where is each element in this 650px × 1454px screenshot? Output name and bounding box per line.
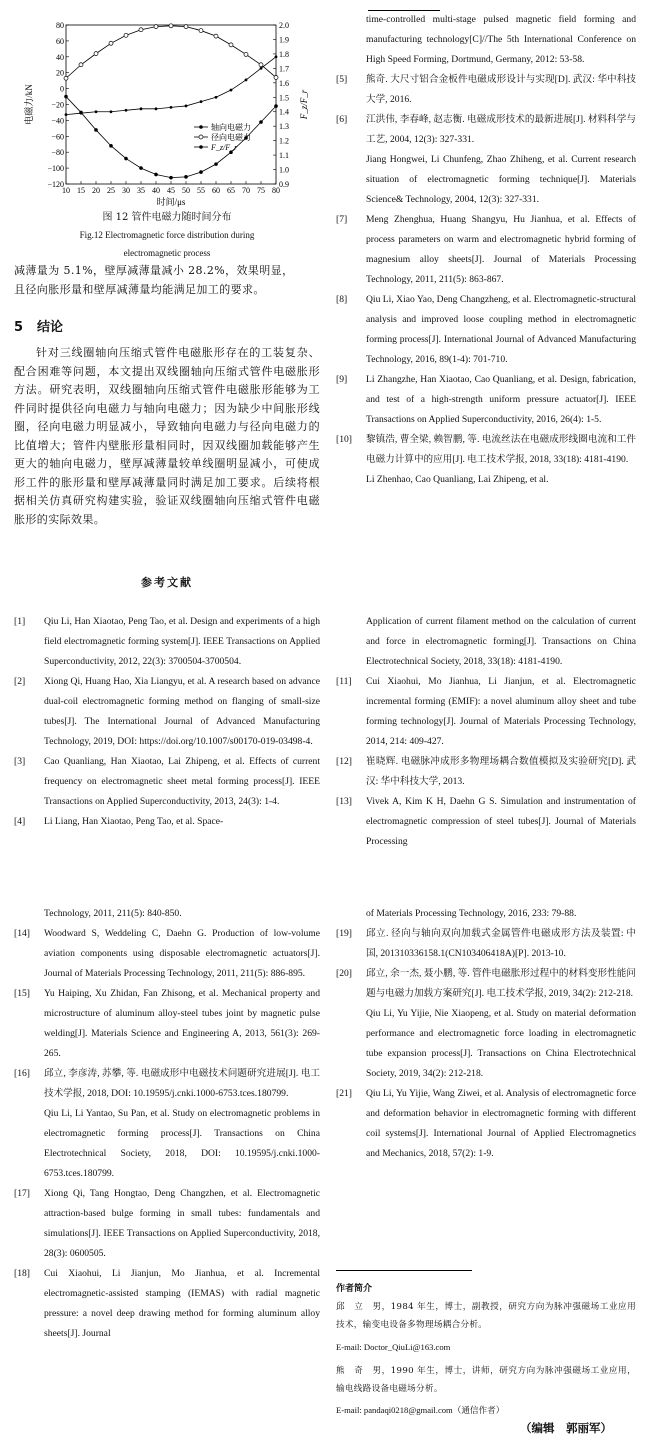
reference-number: [7] — [336, 214, 348, 225]
references-heading: 参考文献 — [141, 576, 193, 589]
data-point — [65, 113, 68, 116]
data-point — [109, 41, 113, 45]
y-right-tick-label: 1.2 — [279, 136, 289, 146]
series-line-3 — [66, 57, 276, 115]
data-point — [199, 170, 203, 174]
data-point — [80, 112, 83, 115]
plot-frame — [66, 25, 276, 184]
reference-item — [336, 210, 636, 290]
figure-caption-en — [14, 226, 320, 262]
reference-number: [2] — [14, 676, 26, 687]
y-right-tick-label: 1.9 — [279, 35, 289, 45]
data-point — [170, 106, 173, 109]
reference-text: Li Liang, Han Xiaotao, Peng Tao, et al. Space- — [44, 816, 224, 827]
reference-number: [3] — [14, 756, 26, 767]
reference-item — [14, 924, 320, 984]
reference-item — [14, 812, 320, 832]
legend-marker — [199, 125, 203, 129]
data-point — [230, 89, 233, 92]
reference-item — [14, 1184, 320, 1264]
x-tick-label: 35 — [137, 186, 145, 195]
reference-text: Cao Quanliang, Han Xiaotao, Lai Zhipeng, et al. Effects of current frequency on electromagnetic sheet metal forming process[J]. IEEE Transactions on Applied Superconductivity, 2013, 24(3): 1-4. — [44, 756, 320, 807]
data-point — [185, 105, 188, 108]
data-point — [169, 24, 173, 28]
y-right-tick-label: 1.5 — [279, 93, 289, 103]
reference-item — [336, 672, 636, 752]
reference-continuation: time-controlled multi-stage pulsed magnetic field forming and manufacturing technology[C]//The 5th International Conference on High Speed Forming, Dortmund, Germany, 2012: 53-58. — [366, 14, 636, 65]
data-point — [274, 104, 278, 108]
reference-text: Cui Xiaohui, Mo Jianhua, Li Jianjun, et al. Electromagnetic incremental forming (EMIF): a novel aluminum alloy sheet and tube forming technology[J]. Journal of Materials Processing Technology, 2014, 214: 409-427. — [366, 676, 636, 747]
data-point — [244, 52, 248, 56]
reference-item — [336, 792, 636, 852]
reference-number: [12] — [336, 756, 352, 767]
data-point — [154, 173, 158, 177]
references-left-top — [14, 612, 320, 832]
reference-item — [336, 370, 636, 430]
x-tick-label: 60 — [212, 186, 220, 195]
reference-text-en: Li Zhenhao, Cao Quanliang, Lai Zhipeng, et al. — [366, 474, 549, 485]
reference-text: Cui Xiaohui, Li Jianjun, Mo Jianhua, et al. Incremental electromagnetic-assisted stamping (IEMAS) with radial magnetic pressure: a novel deep drawing method for forming aluminum alloy sheets[J]. Journal — [44, 1268, 320, 1339]
references-right-mid — [336, 612, 636, 852]
reference-text-en: Jiang Hongwei, Li Chunfeng, Zhao Zhiheng, et al. Current research situation of electromagnetic forming technique[J]. Materials Science& Technology, 2004, 12(3): 327-331. — [366, 154, 636, 205]
reference-text: Qiu Li, Xiao Yao, Deng Changzheng, et al. Electromagnetic-structural analysis and improved loose coupling method in electromagnetic forming process[J]. International Journal of Advanced Manufacturing Technology, 2016, 89(1-4): 701-710. — [366, 294, 636, 365]
reference-text: Qiu Li, Han Xiaotao, Peng Tao, et al. Design and experiments of a high field electromagnetic forming system[J]. IEEE Transactions on Applied Superconductivity, 2012, 22(3): 3700504-3700504. — [44, 616, 320, 667]
x-tick-label: 55 — [197, 186, 205, 195]
data-point — [139, 28, 143, 32]
reference-continuation: Technology, 2011, 211(5): 840-850. — [44, 908, 182, 919]
section-heading — [14, 316, 77, 335]
reference-number: [16] — [14, 1068, 30, 1079]
reference-continuation: of Materials Processing Technology, 2016, 233: 79-88. — [366, 908, 577, 919]
legend-label: 径向电磁力 — [211, 133, 251, 142]
references-right-bottom — [336, 904, 636, 1164]
reference-number: [21] — [336, 1088, 352, 1099]
data-point — [259, 63, 263, 67]
force-time-chart — [14, 10, 314, 210]
data-point — [184, 175, 188, 179]
data-point — [229, 43, 233, 47]
reference-item — [336, 964, 636, 1084]
reference-item — [14, 984, 320, 1064]
y-right-tick-label: 1.3 — [279, 122, 289, 132]
y-left-tick-label: 60 — [56, 36, 64, 46]
x-axis-label: 时间/μs — [156, 197, 186, 207]
data-point — [275, 55, 278, 58]
data-point — [214, 162, 218, 166]
reference-item — [14, 1064, 320, 1184]
y-left-tick-label: −120 — [47, 180, 64, 189]
reference-item — [336, 924, 636, 964]
data-point — [64, 95, 68, 99]
reference-number: [8] — [336, 294, 348, 305]
x-tick-label: 40 — [152, 186, 160, 195]
x-tick-label: 20 — [92, 186, 100, 195]
reference-text: Li Zhangzhe, Han Xiaotao, Cao Quanliang, et al. Design, fabrication, and test of a high-strength uniform pressure actuator[J]. IEEE Transactions on Applied Superconductivity, 2016, 26(4): 1-5. — [366, 374, 636, 425]
reference-text: Qiu Li, Yu Yijie, Wang Ziwei, et al. Analysis of electromagnetic force and deformation behavior in electromagnetic forming with different coil systems[J]. International Journal of Applied Electromagnetics and Mechanics, 2018, 57(2): 1-9. — [366, 1088, 636, 1159]
reference-number: [11] — [336, 676, 352, 687]
x-tick-label: 30 — [122, 186, 130, 195]
author-heading: 作者简介 — [336, 1284, 373, 1294]
legend-label: F_z/F_r — [211, 143, 238, 152]
reference-number: [15] — [14, 988, 30, 999]
reference-number: [13] — [336, 796, 352, 807]
reference-item — [14, 1264, 320, 1344]
data-point — [184, 25, 188, 29]
reference-text: Xiong Qi, Huang Hao, Xia Liangyu, et al. A research based on advance dual-coil electromagnetic forming method on flanging of small-size tubes[J]. The International Journal of Advanced Manufacturing Technology, 2019, DOI: https://doi.org/10.1007/s00170-019-03498-4. — [44, 676, 320, 747]
reference-number: [14] — [14, 928, 30, 939]
reference-text: 崔晓辉. 电磁脉冲成形多物理场耦合数值模拟及实验研究[D]. 武汉: 华中科技大学, 2013. — [366, 756, 636, 787]
y-left-tick-label: −60 — [51, 132, 64, 142]
author-rule — [336, 1270, 472, 1271]
x-tick-label: 80 — [272, 186, 280, 195]
reference-item — [14, 672, 320, 752]
y-left-tick-label: −20 — [51, 100, 64, 110]
y-left-tick-label: 0 — [60, 84, 64, 94]
chart-svg — [14, 10, 314, 210]
reference-number: [6] — [336, 114, 348, 125]
reference-continuation: Application of current filament method on the calculation of current and force in electromagnetic forming[J]. Transactions on China Electrotechnical Society, 2018, 33(18): 4181-4190. — [366, 616, 636, 667]
reference-item — [336, 70, 636, 110]
reference-item — [336, 1084, 636, 1164]
x-tick-label: 25 — [107, 186, 115, 195]
reference-text: 邱立. 径向与轴向双向加载式金属管件电磁成形方法及装置: 中国, 201310336158.1(CN103406418A)[P]. 2013-10. — [366, 928, 636, 959]
figure-caption-en-line1: Fig.12 Electromagnetic force distribution during — [79, 230, 255, 240]
data-point — [259, 120, 263, 124]
legend-marker — [199, 145, 203, 149]
reference-number: [17] — [14, 1188, 30, 1199]
reference-number: [4] — [14, 816, 26, 827]
references-left-bottom — [14, 904, 320, 1344]
y-right-axis-label: F_z/F_r — [299, 89, 309, 120]
y-right-tick-label: 1.6 — [279, 78, 289, 88]
reference-text-en: Qiu Li, Yu Yijie, Nie Xiaopeng, et al. Study on material deformation performance and electromagnetic force loading in electromagnetic tube expansion process[J]. Transactions on China Electrotechnical Society, 2019, 34(2): 212-218. — [366, 1008, 636, 1079]
data-point — [169, 176, 173, 180]
y-right-tick-label: 2.0 — [279, 21, 289, 30]
data-point — [110, 110, 113, 113]
x-tick-label: 70 — [242, 186, 250, 195]
data-point — [95, 110, 98, 113]
section-number: 5 — [14, 320, 24, 335]
reference-text: Woodward S, Weddeling C, Daehn G. Production of low-volume aviation components using disposable electromagnetic actuators[J]. Journal of Materials Processing Technology, 2011, 211(5): 886-895. — [44, 928, 320, 979]
reference-number: [1] — [14, 616, 26, 627]
data-point — [109, 144, 113, 148]
author-email-2: E-mail: pandaqi0218@gmail.com（通信作者） — [336, 1405, 505, 1415]
reference-number: [19] — [336, 928, 352, 939]
y-left-tick-label: −80 — [51, 148, 64, 158]
data-point — [125, 109, 128, 112]
reference-item — [336, 430, 636, 490]
y-right-tick-label: 1.4 — [279, 107, 289, 117]
author-email-1: E-mail: Doctor_QiuLi@163.com — [336, 1342, 451, 1352]
y-right-tick-label: 1.8 — [279, 49, 289, 59]
reference-item — [336, 752, 636, 792]
y-left-tick-label: 80 — [56, 21, 64, 30]
reference-item — [14, 752, 320, 812]
data-point — [124, 33, 128, 37]
reference-number: [5] — [336, 74, 348, 85]
data-point — [124, 157, 128, 161]
section-title: 结论 — [37, 320, 64, 335]
x-tick-label: 65 — [227, 186, 235, 195]
x-tick-label: 10 — [62, 186, 70, 195]
reference-text: 邱立, 余一杰, 聂小鹏, 等. 管件电磁胀形过程中的材料变形性能问题与电磁力加载方案研究[J]. 电工技术学报, 2019, 34(2): 212-218. — [366, 968, 636, 999]
reference-number: [10] — [336, 434, 352, 445]
reference-text-en: Qiu Li, Li Yantao, Su Pan, et al. Study on electromagnetic problems in electromagnetic forming process[J]. Transactions on China Electrotechnical Society, 2018, DOI: 10.19595/j.cnki.1000-6753.tces.180799. — [44, 1108, 320, 1179]
data-point — [139, 166, 143, 170]
reference-text: Meng Zhenghua, Huang Shangyu, Hu Jianhua, et al. Effects of process parameters on warm and electromagnetic hybrid forming of magnesium alloy sheets[J]. Journal of Materials Processing Technology, 2011, 211(5): 863-867. — [366, 214, 636, 285]
y-left-tick-label: −40 — [51, 116, 64, 126]
y-right-tick-label: 1.7 — [279, 64, 289, 74]
y-left-tick-label: −100 — [47, 164, 64, 174]
editor-credit: （编辑 郭丽军） — [520, 1421, 612, 1435]
x-tick-label: 50 — [182, 186, 190, 195]
data-point — [199, 29, 203, 33]
y-left-axis-label: 电磁力/kN — [24, 84, 34, 125]
y-left-tick-label: 20 — [56, 68, 64, 78]
y-left-tick-label: 40 — [56, 52, 64, 62]
references-right-top — [336, 10, 636, 490]
data-point — [200, 100, 203, 103]
data-point — [245, 79, 248, 82]
data-point — [274, 75, 278, 79]
reference-number: [18] — [14, 1268, 30, 1279]
body-continuation — [14, 262, 320, 299]
y-right-tick-label: 1.0 — [279, 165, 289, 175]
data-point — [94, 52, 98, 56]
data-point — [79, 63, 83, 67]
author-bio-2: 熊 奇 男，1990 年生，博士，讲师，研究方向为脉冲强磁场工业应用，输电线路设备电磁场分析。 — [336, 1366, 636, 1394]
reference-text: Vivek A, Kim K H, Daehn G S. Simulation and instrumentation of electromagnetic compression of steel tubes[J]. Journal of Materials Processing — [366, 796, 636, 847]
figure-caption-cn: 图 12 管件电磁力随时间分布 — [102, 212, 232, 223]
data-point — [64, 76, 68, 80]
reference-number: [20] — [336, 968, 352, 979]
data-point — [214, 34, 218, 38]
reference-number: [9] — [336, 374, 348, 385]
reference-item — [14, 612, 320, 672]
data-point — [155, 107, 158, 110]
conclusion-paragraph: 针对三线圈轴向压缩式管件电磁胀形存在的工装复杂、配合困难等问题，本文提出双线圈轴向压缩式管件电磁胀形方法。研究表明，双线圈轴向压缩式管件电磁胀形能够为工件同时提供径向电磁力与轴向电磁力；因为缺少中间胀形线圈，径向电磁力明显减小，导致轴向电磁力与径向电磁力的比值增大；管件内壁胀形量相同时，因双线圈加载能够产生更大的轴向电磁力，壁厚减薄量较单线圈明显减小，可使成形工件的胀形量和壁厚减薄量同时满足加工要求。后续将根据相关仿真研究构建实验，验证双线圈轴向压缩式管件电磁胀形的实际效果。 — [14, 346, 320, 526]
figure-caption-en-line2: electromagnetic process — [123, 248, 211, 258]
reference-item — [336, 290, 636, 370]
y-right-tick-label: 0.9 — [279, 180, 289, 189]
legend-marker — [199, 135, 203, 139]
reference-text: 熊奇. 大尺寸铝合金板件电磁成形设计与实现[D]. 武汉: 华中科技大学, 2016. — [366, 74, 636, 105]
data-point — [215, 96, 218, 99]
data-point — [140, 107, 143, 110]
author-bio-1: 邱 立 男，1984 年生，博士，副教授，研究方向为脉冲强磁场工业应用技术，输变电设备多物理场耦合分析。 — [336, 1302, 636, 1330]
reference-text: 黎镇浩, 曹全梁, 赖智鹏, 等. 电流丝法在电磁成形线圈电流和工件电磁力计算中的应用[J]. 电工技术学报, 2018, 33(18): 4181-4190. — [366, 434, 636, 465]
data-point — [154, 25, 158, 29]
reference-text: Yu Haiping, Xu Zhidan, Fan Zhisong, et al. Mechanical property and microstructure of aluminum alloy-steel tubes joint by magnetic pulse welding[J]. Materials Science and Engineering A, 2013, 561(3): 269-265. — [44, 988, 320, 1059]
reference-text: 邱立, 李彦涛, 苏攀, 等. 电磁成形中电磁技术问题研究进展[J]. 电工技术学报, 2018, DOI: 10.19595/j.cnki.1000-6753.tces.180799. — [44, 1068, 320, 1099]
data-point — [260, 67, 263, 70]
reference-item — [336, 110, 636, 210]
x-tick-label: 75 — [257, 186, 265, 195]
body-continuation-line2: 且径向胀形量和壁厚减薄量均能满足加工的要求。 — [14, 282, 265, 296]
reference-text: Xiong Qi, Tang Hongtao, Deng Changzhen, et al. Electromagnetic attraction-based bulge forming in small tubes: fundamentals and simulations[J]. IEEE Transactions on Applied Superconductivity, 2018, 28(3): 0600505. — [44, 1188, 320, 1259]
body-continuation-line1: 减薄量为 5.1%，壁厚减薄量减小 28.2%，效果明显， — [14, 264, 294, 277]
reference-text: 江洪伟, 李春峰, 赵志衡. 电磁成形技术的最新进展[J]. 材料科学与工艺, 2004, 12(3): 327-331. — [366, 114, 636, 145]
legend-label: 轴向电磁力 — [211, 123, 251, 132]
x-tick-label: 45 — [167, 186, 175, 195]
y-right-tick-label: 1.1 — [279, 151, 289, 161]
x-tick-label: 15 — [77, 186, 85, 195]
data-point — [94, 128, 98, 132]
